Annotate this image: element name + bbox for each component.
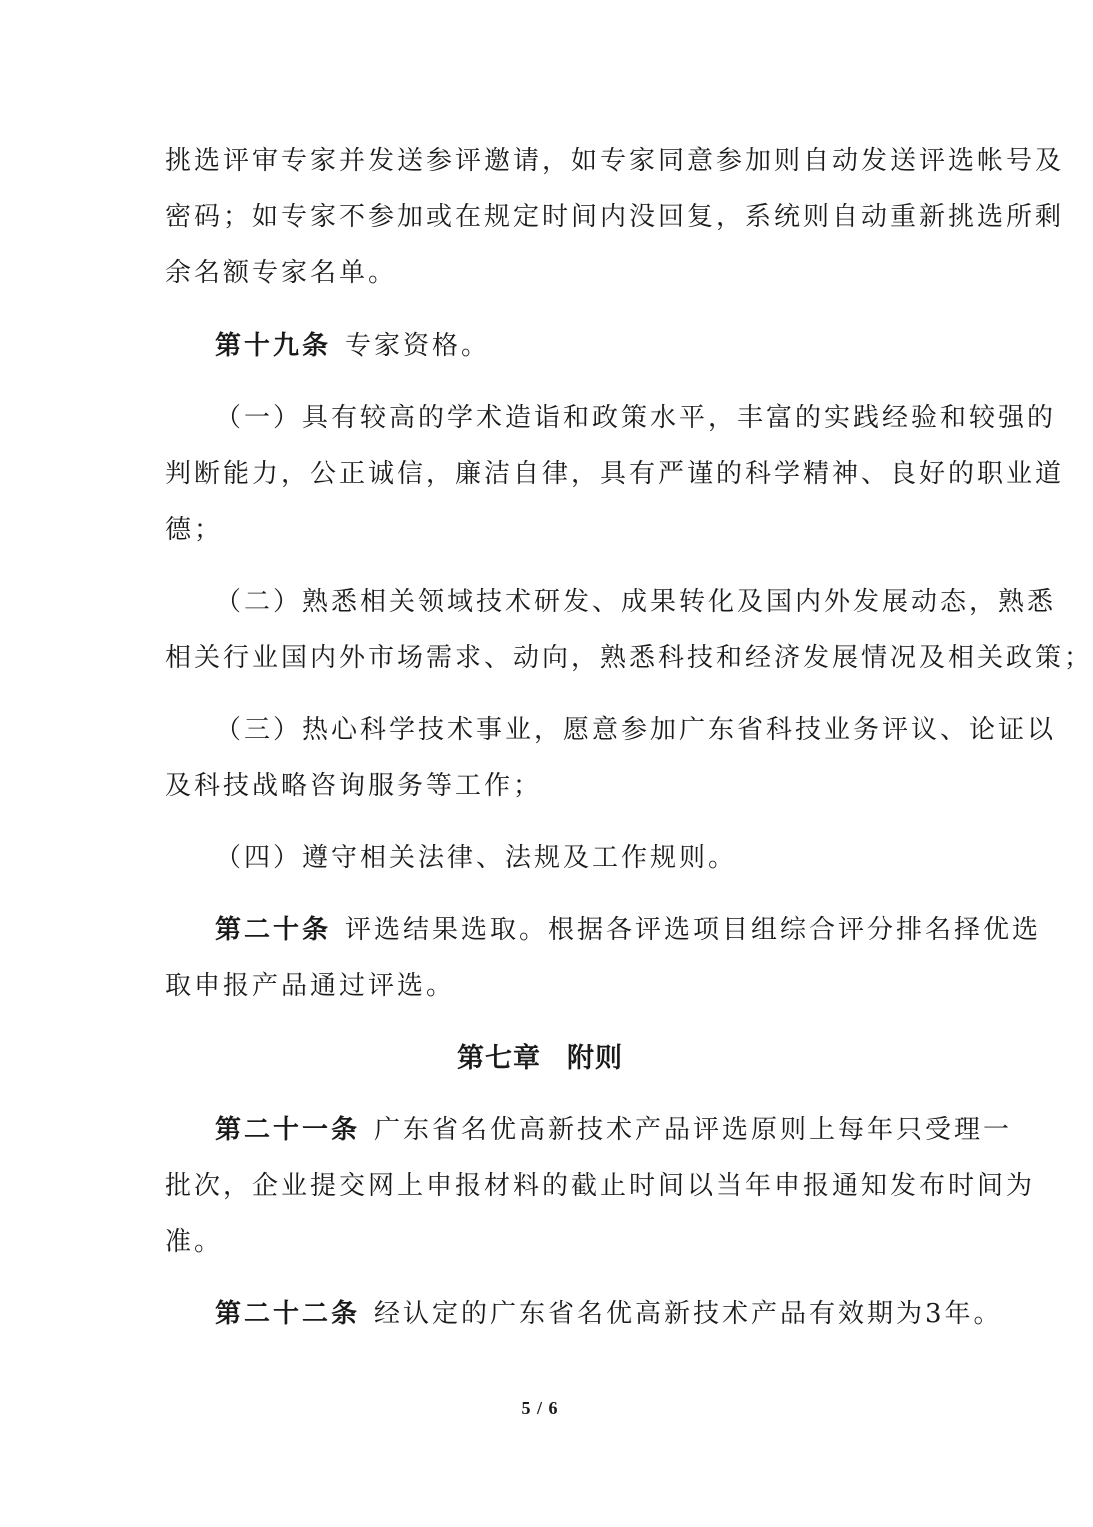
- article-number: 第二十条: [215, 915, 332, 945]
- chapter-heading: [0, 1039, 1080, 1079]
- text-line: （三）热心科学技术事业，愿意参加广东省科技业务评议、论证以: [215, 715, 1057, 745]
- article-20-line: [215, 910, 1042, 950]
- article-text: 经认定的广东省名优高新技术产品有效期为3年。: [374, 1299, 1003, 1329]
- article-title: 专家资格。: [345, 331, 491, 361]
- text-line: 余名额专家名单。: [165, 258, 398, 288]
- article-text: 评选结果选取。根据各评选项目组综合评分排名择优选: [345, 915, 1042, 945]
- text-line: 及科技战略咨询服务等工作；: [165, 771, 543, 801]
- text-line: 相关行业国内外市场需求、动向，熟悉科技和经济发展情况及相关政策；: [165, 643, 1093, 673]
- text-line: 德；: [165, 515, 224, 545]
- article-22-line: [215, 1294, 1003, 1334]
- text-line: 取申报产品通过评选。: [165, 971, 456, 1001]
- text-line: 密码；如专家不参加或在规定时间内没回复，系统则自动重新挑选所剩: [165, 202, 1065, 232]
- article-number: 第十九条: [215, 331, 332, 361]
- article-number: 第二十一条: [215, 1115, 361, 1145]
- text-line: 判断能力，公正诚信，廉洁自律，具有严谨的科学精神、良好的职业道: [165, 459, 1065, 489]
- text-line: 挑选评审专家并发送参评邀请，如专家同意参加则自动发送评选帐号及: [165, 146, 1065, 176]
- text-line: 准。: [165, 1227, 224, 1257]
- article-21-line: [215, 1110, 1013, 1150]
- text-line: 批次，企业提交网上申报材料的截止时间以当年申报通知发布时间为: [165, 1171, 1036, 1201]
- chapter-title: 附则: [567, 1043, 623, 1074]
- text-line: （二）熟悉相关领域技术研发、成果转化及国内外发展动态，熟悉: [215, 587, 1057, 617]
- text-line: （四）遵守相关法律、法规及工作规则。: [215, 843, 738, 873]
- text-line: （一）具有较高的学术造诣和政策水平，丰富的实践经验和较强的: [215, 403, 1057, 433]
- chapter-number: 第七章: [457, 1043, 541, 1074]
- article-19-heading: [215, 326, 925, 366]
- article-number: 第二十二条: [215, 1299, 361, 1329]
- article-text: 广东省名优高新技术产品评选原则上每年只受理一: [374, 1115, 1013, 1145]
- page-number: 5 / 6: [521, 1398, 559, 1418]
